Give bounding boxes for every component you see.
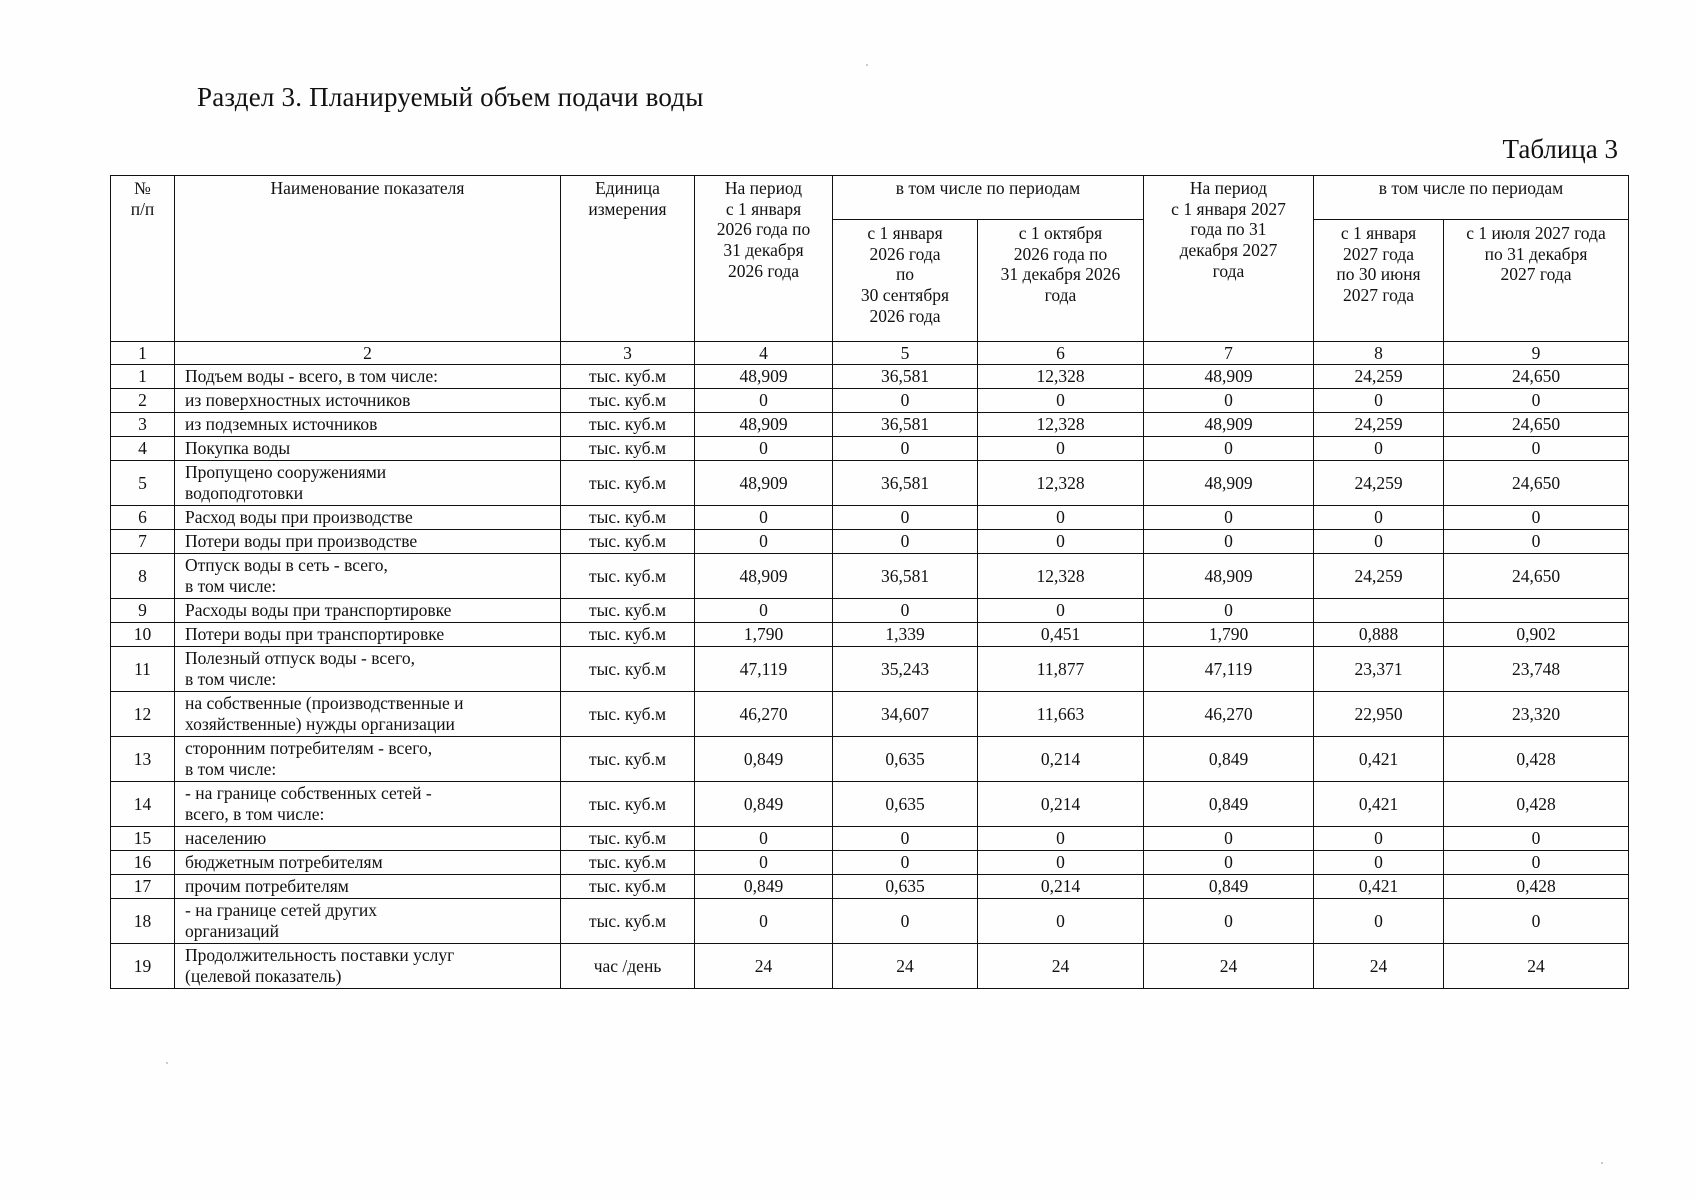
column-number: 4: [695, 342, 833, 365]
table-row: [111, 530, 1629, 554]
row-number: 17: [111, 875, 175, 899]
value-cell: 0: [833, 899, 978, 944]
value-cell: 12,328: [978, 461, 1144, 506]
value-cell: 0,902: [1444, 623, 1629, 647]
value-cell: 35,243: [833, 647, 978, 692]
value-cell: 0: [833, 506, 978, 530]
value-cell: [1444, 599, 1629, 623]
value-cell: 0,428: [1444, 737, 1629, 782]
table-row: [111, 461, 1629, 506]
header-including-2027: в том числе по периодам: [1314, 176, 1629, 220]
table-label: Таблица 3: [1502, 134, 1618, 164]
scan-speck: [1601, 1162, 1603, 1164]
header-period-2027: На период с 1 января 2027 года по 31 декабря 2027 года: [1144, 176, 1314, 342]
value-cell: 11,663: [978, 692, 1144, 737]
column-number: 2: [175, 342, 561, 365]
water-supply-table: [110, 175, 1629, 989]
value-cell: 1,339: [833, 623, 978, 647]
row-number: 16: [111, 851, 175, 875]
value-cell: 0: [1314, 530, 1444, 554]
header-period-2027-b: с 1 июля 2027 года по 31 декабря 2027 года: [1444, 220, 1629, 342]
value-cell: 24: [833, 944, 978, 989]
row-number: 7: [111, 530, 175, 554]
table-row: [111, 737, 1629, 782]
value-cell: 22,950: [1314, 692, 1444, 737]
table-row: [111, 692, 1629, 737]
indicator-name: - на границе сетей других организаций: [175, 899, 561, 944]
value-cell: 24,259: [1314, 413, 1444, 437]
header-period-2026-a: с 1 января 2026 года по 30 сентября 2026 года: [833, 220, 978, 342]
unit-cell: тыс. куб.м: [561, 899, 695, 944]
value-cell: 0,214: [978, 737, 1144, 782]
value-cell: 24: [1444, 944, 1629, 989]
row-number: 6: [111, 506, 175, 530]
indicator-name: Полезный отпуск воды - всего, в том числе:: [175, 647, 561, 692]
value-cell: 0,421: [1314, 737, 1444, 782]
value-cell: 12,328: [978, 365, 1144, 389]
row-number: 2: [111, 389, 175, 413]
value-cell: 0: [1314, 899, 1444, 944]
table-row: [111, 365, 1629, 389]
value-cell: 46,270: [1144, 692, 1314, 737]
header-period-2026: На период с 1 января 2026 года по 31 декабря 2026 года: [695, 176, 833, 342]
unit-cell: час /день: [561, 944, 695, 989]
table-row: [111, 437, 1629, 461]
value-cell: 12,328: [978, 554, 1144, 599]
value-cell: 34,607: [833, 692, 978, 737]
row-number: 1: [111, 365, 175, 389]
value-cell: 0: [978, 599, 1144, 623]
row-number: 19: [111, 944, 175, 989]
value-cell: 24,650: [1444, 413, 1629, 437]
indicator-name: населению: [175, 827, 561, 851]
value-cell: 0,214: [978, 875, 1144, 899]
header-unit: Единица измерения: [561, 176, 695, 342]
value-cell: 48,909: [695, 413, 833, 437]
row-number: 18: [111, 899, 175, 944]
unit-cell: тыс. куб.м: [561, 851, 695, 875]
value-cell: 0,888: [1314, 623, 1444, 647]
value-cell: 23,748: [1444, 647, 1629, 692]
value-cell: 0,849: [1144, 782, 1314, 827]
table-row: [111, 413, 1629, 437]
header-including-2026: в том числе по периодам: [833, 176, 1144, 220]
value-cell: 36,581: [833, 365, 978, 389]
value-cell: 0: [695, 827, 833, 851]
value-cell: 48,909: [1144, 413, 1314, 437]
value-cell: 0: [833, 851, 978, 875]
value-cell: 0: [695, 437, 833, 461]
value-cell: 0: [695, 389, 833, 413]
value-cell: 48,909: [695, 365, 833, 389]
indicator-name: Расходы воды при транспортировке: [175, 599, 561, 623]
indicator-name: Продолжительность поставки услуг (целевой показатель): [175, 944, 561, 989]
value-cell: 0: [1444, 899, 1629, 944]
indicator-name: Подъем воды - всего, в том числе:: [175, 365, 561, 389]
column-number: 9: [1444, 342, 1629, 365]
value-cell: 12,328: [978, 413, 1144, 437]
value-cell: 24: [1144, 944, 1314, 989]
column-number: 1: [111, 342, 175, 365]
scan-speck: [866, 64, 868, 66]
table-row: [111, 944, 1629, 989]
value-cell: 0: [1314, 437, 1444, 461]
value-cell: 0: [978, 899, 1144, 944]
value-cell: 24,259: [1314, 461, 1444, 506]
unit-cell: тыс. куб.м: [561, 647, 695, 692]
value-cell: 0: [978, 437, 1144, 461]
indicator-name: Расход воды при производстве: [175, 506, 561, 530]
value-cell: 0: [1444, 851, 1629, 875]
value-cell: 48,909: [695, 554, 833, 599]
value-cell: 0: [1444, 437, 1629, 461]
indicator-name: Пропущено сооружениями водоподготовки: [175, 461, 561, 506]
value-cell: 0: [1144, 437, 1314, 461]
value-cell: 0: [1144, 530, 1314, 554]
value-cell: 0: [833, 827, 978, 851]
value-cell: 47,119: [695, 647, 833, 692]
value-cell: 0,849: [695, 782, 833, 827]
value-cell: 0: [1444, 530, 1629, 554]
row-number: 3: [111, 413, 175, 437]
value-cell: 0: [1444, 827, 1629, 851]
value-cell: 24,650: [1444, 461, 1629, 506]
value-cell: 1,790: [695, 623, 833, 647]
column-number: 6: [978, 342, 1144, 365]
row-number: 13: [111, 737, 175, 782]
value-cell: 0: [978, 827, 1144, 851]
indicator-name: бюджетным потребителям: [175, 851, 561, 875]
value-cell: 36,581: [833, 413, 978, 437]
indicator-name: Покупка воды: [175, 437, 561, 461]
value-cell: 0: [1314, 851, 1444, 875]
indicator-name: Отпуск воды в сеть - всего, в том числе:: [175, 554, 561, 599]
value-cell: 48,909: [695, 461, 833, 506]
table-row: [111, 647, 1629, 692]
value-cell: 0: [695, 899, 833, 944]
row-number: 10: [111, 623, 175, 647]
value-cell: 0,849: [695, 875, 833, 899]
value-cell: 0: [1314, 506, 1444, 530]
value-cell: 0,421: [1314, 875, 1444, 899]
value-cell: 24: [978, 944, 1144, 989]
column-number: 8: [1314, 342, 1444, 365]
value-cell: 11,877: [978, 647, 1144, 692]
value-cell: 24,650: [1444, 554, 1629, 599]
table-row: [111, 389, 1629, 413]
indicator-name: прочим потребителям: [175, 875, 561, 899]
value-cell: 0,849: [695, 737, 833, 782]
value-cell: 47,119: [1144, 647, 1314, 692]
value-cell: 24,650: [1444, 365, 1629, 389]
row-number: 8: [111, 554, 175, 599]
unit-cell: тыс. куб.м: [561, 437, 695, 461]
table-row: [111, 782, 1629, 827]
value-cell: 23,371: [1314, 647, 1444, 692]
value-cell: 0: [833, 599, 978, 623]
table-row: [111, 623, 1629, 647]
value-cell: 0: [695, 506, 833, 530]
table-row: [111, 554, 1629, 599]
unit-cell: тыс. куб.м: [561, 875, 695, 899]
value-cell: 0,451: [978, 623, 1144, 647]
value-cell: 0: [833, 530, 978, 554]
value-cell: 0,214: [978, 782, 1144, 827]
row-number: 12: [111, 692, 175, 737]
unit-cell: тыс. куб.м: [561, 692, 695, 737]
value-cell: 0,428: [1444, 782, 1629, 827]
unit-cell: тыс. куб.м: [561, 782, 695, 827]
row-number: 14: [111, 782, 175, 827]
value-cell: 0: [1444, 389, 1629, 413]
row-number: 5: [111, 461, 175, 506]
value-cell: 0: [1144, 827, 1314, 851]
value-cell: 0: [978, 530, 1144, 554]
value-cell: 0: [1144, 899, 1314, 944]
value-cell: 0,421: [1314, 782, 1444, 827]
table-row: [111, 827, 1629, 851]
header-num: № п/п: [111, 176, 175, 342]
value-cell: 0,428: [1444, 875, 1629, 899]
indicator-name: сторонним потребителям - всего, в том числе:: [175, 737, 561, 782]
value-cell: 46,270: [695, 692, 833, 737]
value-cell: 0,849: [1144, 737, 1314, 782]
value-cell: 0,635: [833, 875, 978, 899]
value-cell: 0: [695, 851, 833, 875]
value-cell: 0: [833, 389, 978, 413]
indicator-name: на собственные (производственные и хозяйственные) нужды организации: [175, 692, 561, 737]
row-number: 9: [111, 599, 175, 623]
column-number-row: [111, 342, 1629, 365]
table-row: [111, 875, 1629, 899]
unit-cell: тыс. куб.м: [561, 737, 695, 782]
value-cell: 0: [1314, 389, 1444, 413]
unit-cell: тыс. куб.м: [561, 599, 695, 623]
value-cell: 0: [978, 851, 1144, 875]
value-cell: 0: [1314, 827, 1444, 851]
unit-cell: тыс. куб.м: [561, 623, 695, 647]
value-cell: 36,581: [833, 554, 978, 599]
unit-cell: тыс. куб.м: [561, 530, 695, 554]
table-row: [111, 851, 1629, 875]
value-cell: 24: [695, 944, 833, 989]
header-name: Наименование показателя: [175, 176, 561, 342]
header-period-2026-b: с 1 октября 2026 года по 31 декабря 2026 года: [978, 220, 1144, 342]
unit-cell: тыс. куб.м: [561, 389, 695, 413]
row-number: 11: [111, 647, 175, 692]
unit-cell: тыс. куб.м: [561, 554, 695, 599]
value-cell: 48,909: [1144, 461, 1314, 506]
indicator-name: из поверхностных источников: [175, 389, 561, 413]
indicator-name: Потери воды при производстве: [175, 530, 561, 554]
unit-cell: тыс. куб.м: [561, 506, 695, 530]
indicator-name: из подземных источников: [175, 413, 561, 437]
value-cell: 0: [695, 599, 833, 623]
scan-speck: [166, 1062, 168, 1064]
value-cell: 36,581: [833, 461, 978, 506]
value-cell: 48,909: [1144, 554, 1314, 599]
table-row: [111, 599, 1629, 623]
value-cell: 23,320: [1444, 692, 1629, 737]
value-cell: 0: [978, 506, 1144, 530]
value-cell: 0: [978, 389, 1144, 413]
value-cell: 24,259: [1314, 554, 1444, 599]
value-cell: 24,259: [1314, 365, 1444, 389]
row-number: 15: [111, 827, 175, 851]
table-row: [111, 506, 1629, 530]
header-period-2027-a: с 1 января 2027 года по 30 июня 2027 года: [1314, 220, 1444, 342]
value-cell: [1314, 599, 1444, 623]
table-row: [111, 899, 1629, 944]
value-cell: 0,635: [833, 782, 978, 827]
value-cell: 0: [695, 530, 833, 554]
unit-cell: тыс. куб.м: [561, 827, 695, 851]
column-number: 7: [1144, 342, 1314, 365]
value-cell: 0: [1444, 506, 1629, 530]
unit-cell: тыс. куб.м: [561, 461, 695, 506]
value-cell: 0: [1144, 506, 1314, 530]
value-cell: 0: [833, 437, 978, 461]
section-title: Раздел 3. Планируемый объем подачи воды: [197, 82, 704, 112]
value-cell: 24: [1314, 944, 1444, 989]
unit-cell: тыс. куб.м: [561, 365, 695, 389]
value-cell: 48,909: [1144, 365, 1314, 389]
row-number: 4: [111, 437, 175, 461]
value-cell: 0,849: [1144, 875, 1314, 899]
value-cell: 0,635: [833, 737, 978, 782]
value-cell: 0: [1144, 389, 1314, 413]
value-cell: 1,790: [1144, 623, 1314, 647]
value-cell: 0: [1144, 599, 1314, 623]
unit-cell: тыс. куб.м: [561, 413, 695, 437]
column-number: 5: [833, 342, 978, 365]
indicator-name: Потери воды при транспортировке: [175, 623, 561, 647]
value-cell: 0: [1144, 851, 1314, 875]
column-number: 3: [561, 342, 695, 365]
indicator-name: - на границе собственных сетей - всего, в том числе:: [175, 782, 561, 827]
